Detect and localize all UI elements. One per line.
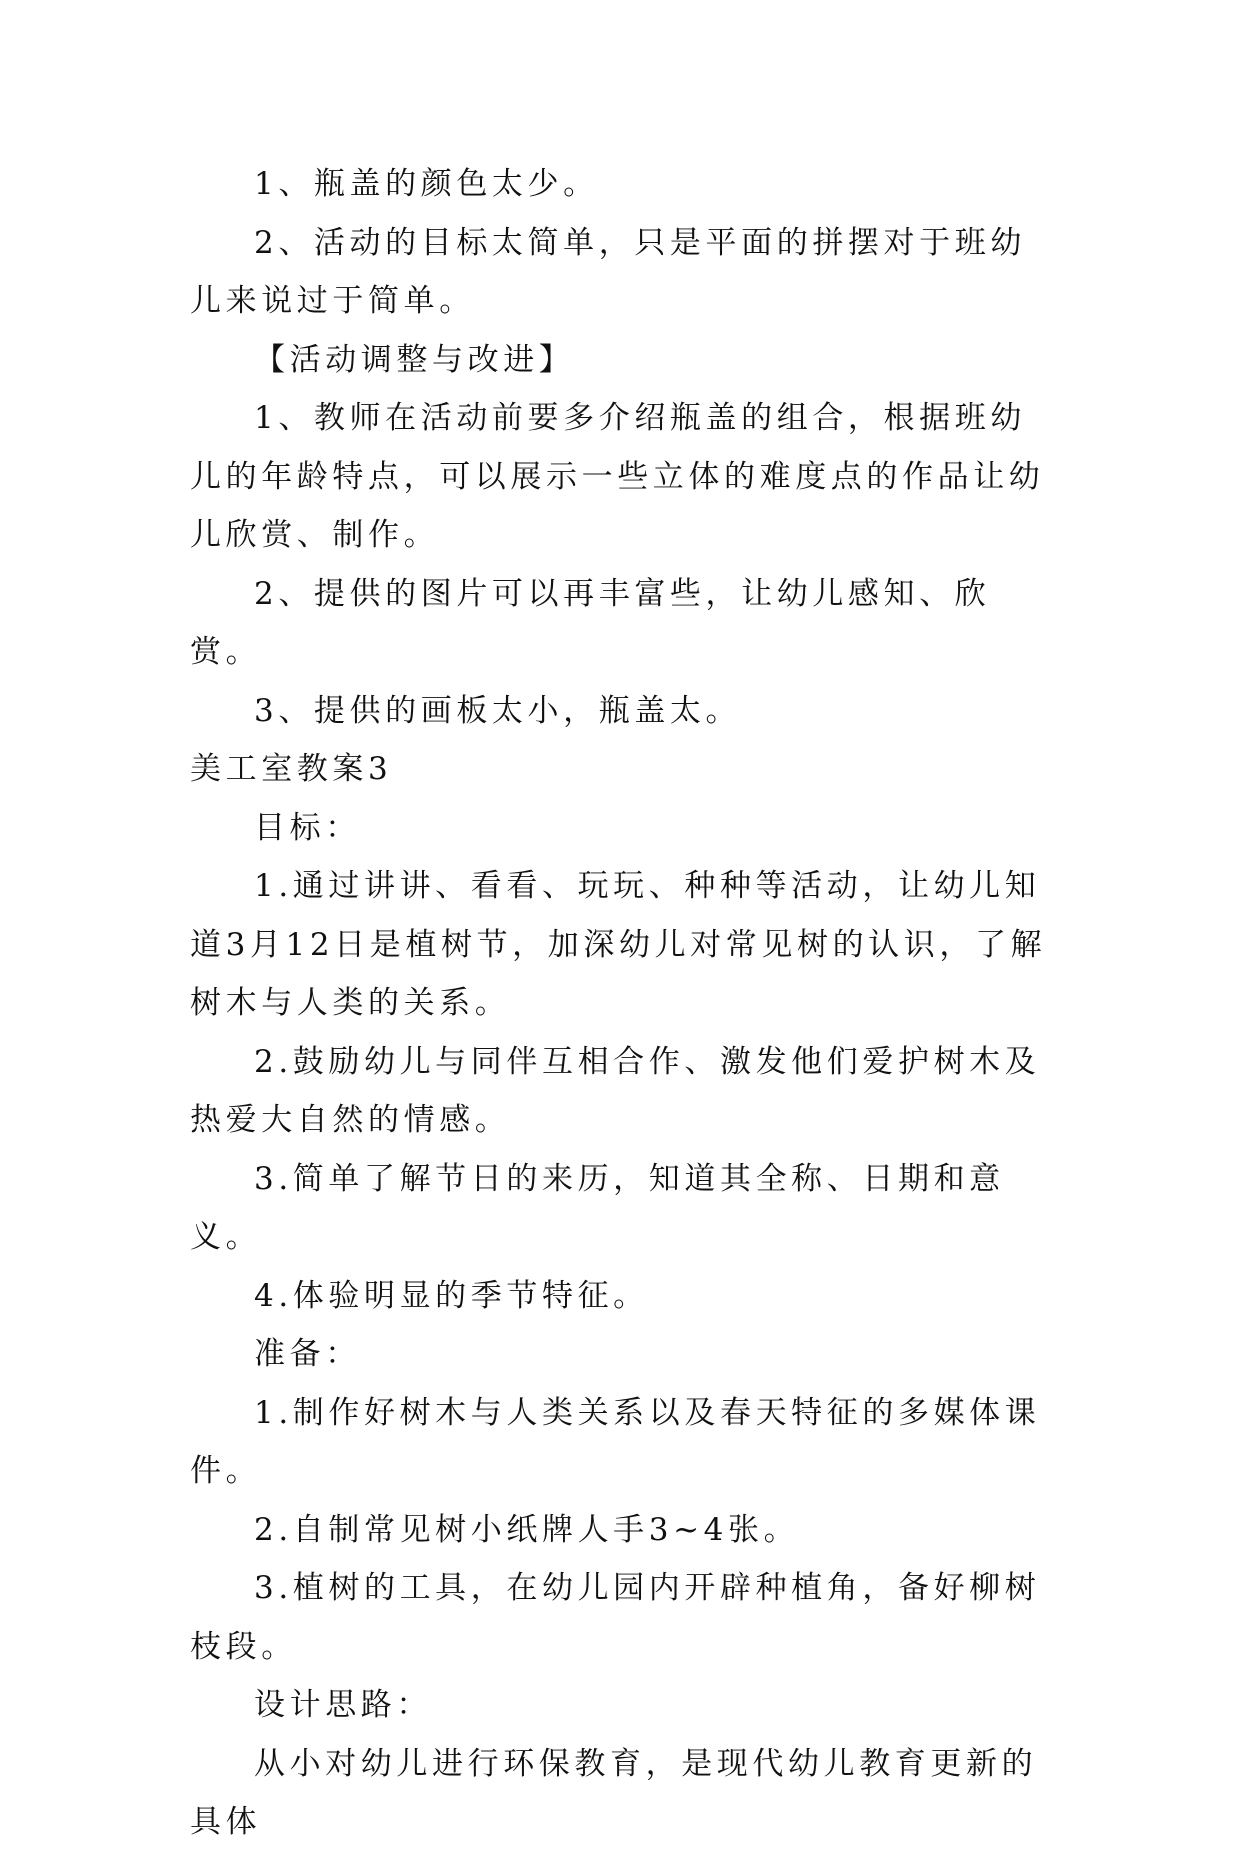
paragraph-board-too-small: 3、提供的画板太小，瓶盖太。: [254, 692, 742, 729]
goal-item-1: 1.通过讲讲、看看、玩玩、种种等活动，让幼儿知道3月12日是植树节，加深幼儿对常见树的认识，了解树木与人类的关系。: [190, 868, 1047, 1021]
goal-item-2: 2.鼓励幼儿与同伴互相合作、激发他们爱护树木及热爱大自然的情感。: [190, 1043, 1041, 1138]
paragraph-goal-too-simple: 2、活动的目标太简单，只是平面的拼摆对于班幼儿来说过于简单。: [190, 224, 1026, 319]
goal-item-4: 4.体验明显的季节特征。: [254, 1277, 649, 1314]
paragraph-richer-pictures: 2、提供的图片可以再丰富些，让幼儿感知、欣赏。: [190, 575, 991, 670]
preparation-item-3: 3.植树的工具，在幼儿园内开辟种植角，备好柳树枝段。: [190, 1570, 1041, 1665]
subheading-goals: 目标：: [254, 809, 361, 846]
paragraph-introduce-combinations: 1、教师在活动前要多介绍瓶盖的组合，根据班幼儿的年龄特点，可以展示一些立体的难度点的作品让幼儿欣赏、制作。: [190, 400, 1045, 553]
preparation-item-2: 2.自制常见树小纸牌人手3~4张。: [254, 1511, 800, 1548]
preparation-item-1: 1.制作好树木与人类关系以及春天特征的多媒体课件。: [190, 1394, 1041, 1489]
document-body: [190, 155, 1060, 1852]
paragraph-bottle-cap-colors: 1、瓶盖的颜色太少。: [254, 166, 599, 202]
paragraph-environmental-education: 从小对幼儿进行环保教育，是现代幼儿教育更新的具体: [190, 1745, 1038, 1840]
subheading-preparation: 准备：: [254, 1336, 361, 1372]
section-heading-adjustment: 【活动调整与改进】: [254, 341, 575, 378]
goal-item-3: 3.简单了解节日的来历，知道其全称、日期和意义。: [190, 1160, 1005, 1255]
document-section-title: 美工室教案3: [190, 751, 393, 787]
subheading-design-idea: 设计思路：: [254, 1687, 432, 1723]
